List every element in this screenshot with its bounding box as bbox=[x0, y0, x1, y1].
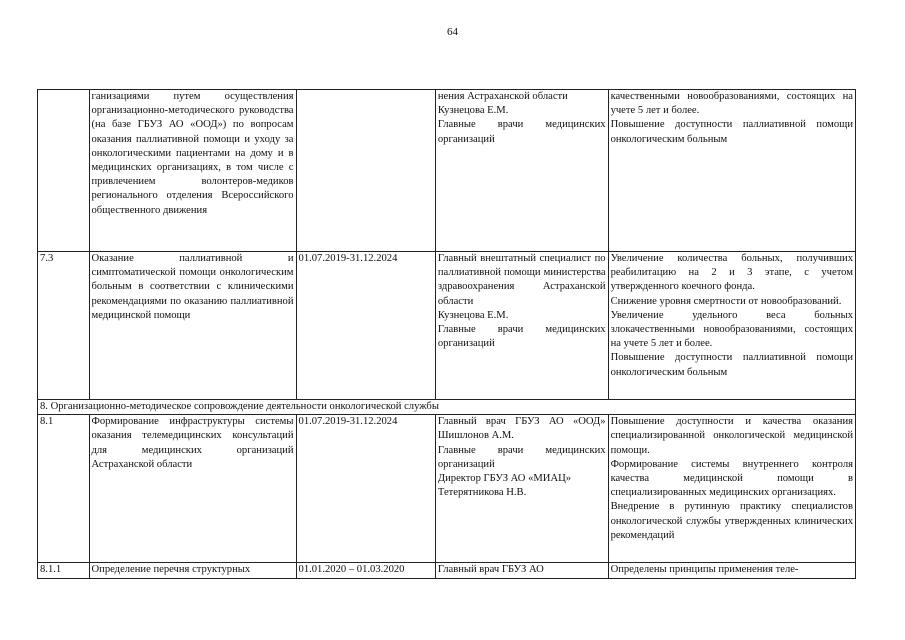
period-cell bbox=[296, 90, 435, 252]
responsible-line: Главные врачи медицинских организаций bbox=[437, 324, 606, 350]
event-cell: ганизациями путем осуществления организационно-методического руководства (на базе ГБУЗ АО «ООД») по вопросам оказания паллиативной помощи и уходу за онкологическими пациентами на дому и в медицинских организациях, в том числе с привлечением волонтеров-медиков регионального отделения Всероссийского общественного движения bbox=[89, 90, 296, 252]
period-cell: 01.01.2020 – 01.03.2020 bbox=[296, 563, 435, 579]
table-row bbox=[38, 415, 856, 563]
result-line: Определены принципы применения теле- bbox=[610, 564, 799, 576]
activity-table bbox=[37, 89, 856, 579]
event-cell: Определение перечня структурных bbox=[89, 563, 296, 579]
responsible-line: Тетерятникова Н.В. bbox=[437, 487, 527, 499]
responsible-line: Главный внештатный специалист по паллиативной помощи министерства здравоохранения Астраханской области bbox=[437, 253, 606, 307]
result-cell bbox=[608, 90, 855, 252]
row-number bbox=[38, 90, 90, 252]
responsible-cell bbox=[435, 415, 608, 563]
result-line: качественными новообразованиями, состоящих на учете 5 лет и более. bbox=[610, 91, 853, 117]
result-line: Увеличение количества больных, получивших реабилитацию на 2 и 3 этапе, с учетом утвержденного коечного фонда. bbox=[610, 253, 853, 293]
period-cell: 01.07.2019-31.12.2024 bbox=[296, 252, 435, 400]
responsible-line: Директор ГБУЗ АО «МИАЦ» bbox=[437, 473, 572, 485]
result-line: Увеличение удельного веса больных злокачественными новообразованиями, состоящих на учете 5 лет и более. bbox=[610, 309, 853, 350]
result-cell bbox=[608, 563, 855, 579]
row-number: 7.3 bbox=[38, 252, 90, 400]
responsible-cell bbox=[435, 563, 608, 579]
responsible-line: Главный врач ГБУЗ АО «ООД» Шишлонов А.М. bbox=[437, 416, 606, 442]
section-heading-row bbox=[38, 400, 856, 415]
result-line: Формирование системы внутреннего контроля качества медицинской помощи в специализированных медицинских организациях. bbox=[610, 458, 853, 499]
result-line: Снижение уровня смертности от новообразований. bbox=[610, 295, 842, 307]
result-line: Внедрение в рутинную практику специалистов онкологической службы утвержденных клинических рекомендаций bbox=[610, 501, 853, 541]
responsible-line: Главный врач ГБУЗ АО bbox=[437, 564, 544, 576]
responsible-line: нения Астраханской области bbox=[437, 91, 568, 102]
responsible-line: Кузнецова Е.М. bbox=[437, 309, 509, 321]
table-row bbox=[38, 90, 856, 252]
result-line: Повышение доступности и качества оказания специализированной онкологической медицинской помощи. bbox=[610, 416, 853, 456]
responsible-line: Главные врачи медицинских организаций bbox=[437, 444, 606, 470]
table-row bbox=[38, 252, 856, 400]
period-cell: 01.07.2019-31.12.2024 bbox=[296, 415, 435, 563]
row-number: 8.1.1 bbox=[38, 563, 90, 579]
event-cell: Оказание паллиативной и симптоматической помощи онкологическим больным в соответствии с клиническими рекомендациями по оказанию паллиативной медицинской помощи bbox=[89, 252, 296, 400]
section-heading: 8. Организационно-методическое сопровождение деятельности онкологической службы bbox=[38, 400, 856, 415]
event-cell: Формирование инфраструктуры системы оказания телемедицинских консультаций для медицинских организаций Астраханской области bbox=[89, 415, 296, 563]
responsible-line: Главные врачи медицинских организаций bbox=[437, 119, 606, 145]
result-line: Повышение доступности паллиативной помощи онкологическим больным bbox=[610, 119, 853, 145]
table-row bbox=[38, 563, 856, 579]
responsible-line: Кузнецова Е.М. bbox=[437, 105, 509, 117]
responsible-cell bbox=[435, 90, 608, 252]
result-line: Повышение доступности паллиативной помощи онкологическим больным bbox=[610, 352, 853, 378]
page-number: 64 bbox=[447, 26, 458, 38]
row-number: 8.1 bbox=[38, 415, 90, 563]
result-cell bbox=[608, 252, 855, 400]
responsible-cell bbox=[435, 252, 608, 400]
result-cell bbox=[608, 415, 855, 563]
